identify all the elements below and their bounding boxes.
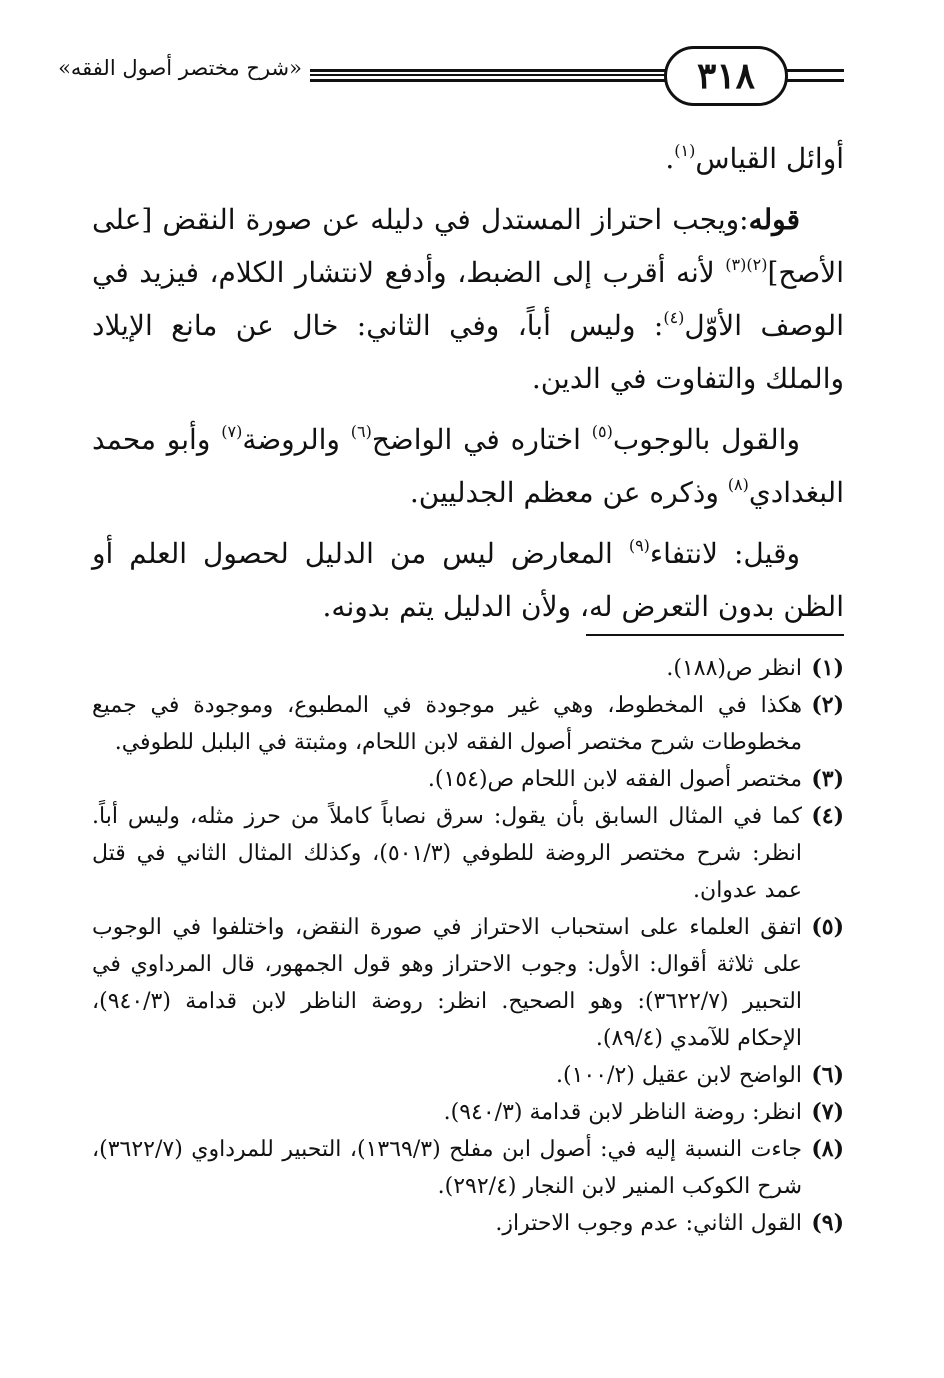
footnote-number: (٤) (811, 803, 844, 829)
footnote-number: (٩) (811, 1210, 844, 1236)
paragraph-text: أوائل القياس (695, 142, 844, 175)
footnote (92, 761, 844, 798)
header-rule-left (310, 69, 670, 82)
footnote-separator (586, 634, 844, 636)
footnote-number: (٢) (811, 692, 844, 718)
footnote-text: هكذا في المخطوط، وهي غير موجودة في المطبوع، وموجودة في جميع مخطوطات شرح مختصر أصول الفقه لابن اللحام، ومثبتة في البلبل للطوفي. (92, 693, 802, 755)
footnote-text: كما في المثال السابق بأن يقول: سرق نصاباً كاملاً من حرز مثله، وليس أباً. انظر: شرح مختصر الروضة للطوفي (٥٠١/٣)، وكذلك المثال الثاني في قتل عمد عدوان. (92, 804, 802, 903)
footnote (92, 650, 844, 687)
paragraph-text: لأنه أقرب إلى الضبط، وأدفع لانتشار الكلام، فيزيد في الوصف الأوّل (92, 256, 844, 342)
paragraph-text: والقول بالوجوب (612, 423, 800, 456)
footnote-number: (١) (811, 655, 844, 681)
footnote-text: القول الثاني: عدم وجوب الاحتراز. (495, 1211, 802, 1236)
footnote-ref: (٩) (628, 536, 650, 555)
footnote-number: (٦) (811, 1062, 844, 1088)
main-text (92, 132, 844, 641)
footnote-number: (٨) (811, 1136, 844, 1162)
paragraph-text: وقيل: لانتفاء (649, 537, 800, 570)
footnote (92, 1205, 844, 1242)
paragraph-text: وأبو محمد البغدادي (92, 423, 844, 509)
footnote-text: الواضح لابن عقيل (١٠٠/٢). (556, 1063, 802, 1088)
paragraph-3 (92, 527, 844, 633)
footnote-ref: (٦) (350, 422, 372, 441)
footnote (92, 1057, 844, 1094)
footnote-ref: (٥) (591, 422, 613, 441)
footnote (92, 798, 844, 909)
footnote-text: انظر ص(١٨٨). (666, 656, 802, 681)
footnote-number: (٧) (811, 1099, 844, 1125)
footnote-ref: (٧) (221, 422, 243, 441)
footnote (92, 1131, 844, 1205)
footnote-text: مختصر أصول الفقه لابن اللحام ص(١٥٤). (427, 767, 802, 792)
header-rule-right (780, 69, 844, 82)
paragraph-text: اختاره في الواضح (371, 423, 592, 456)
paragraph-text: : وليس أباً، وفي الثاني: خال عن مانع الإيلاد والملك والتفاوت في الدين. (92, 309, 844, 395)
page-number: ٣١٨ (664, 46, 788, 106)
paragraph-text: والروضة (242, 423, 351, 456)
footnote-text: جاءت النسبة إليه في: أصول ابن مفلح (١٣٦٩/٣)، التحبير للمرداوي (٣٦٢٢/٧)، شرح الكوكب المنير لابن النجار (٢٩٢/٤). (92, 1137, 802, 1199)
footnote-ref: (٨) (727, 475, 749, 494)
paragraph-text: :ويجب احتراز المستدل في دليله عن صورة النقض [على الأصح] (92, 203, 844, 289)
paragraph-text: وذكره عن معظم الجدليين. (409, 476, 728, 509)
paragraph-text: المعارض ليس من الدليل لحصول العلم أو الظن بدون التعرض له، ولأن الدليل يتم بدونه. (92, 537, 844, 623)
footnote (92, 1094, 844, 1131)
footnote (92, 687, 844, 761)
footnote-text: اتفق العلماء على استحباب الاحتراز في صورة النقض، واختلفوا في الوجوب على ثلاثة أقوال: الأول: وجوب الاحتراز وهو قول الجمهور، قال المرداوي في التحبير (٣٦٢٢/٧): وهو الصحيح. انظر: روضة الناظر لابن قدامة (٩٤٠/٣)، الإحكام للآمدي (٨٩/٤). (92, 915, 802, 1051)
footnote-ref: (١) (674, 141, 696, 160)
lead-word: قوله (748, 203, 800, 236)
footnote-text: انظر: روضة الناظر لابن قدامة (٩٤٠/٣). (443, 1100, 802, 1125)
footnote-number: (٣) (811, 766, 844, 792)
footnote (92, 909, 844, 1057)
paragraph-text: . (665, 142, 675, 175)
running-title: «شرح مختصر أصول الفقه» (58, 56, 302, 80)
footnotes (92, 650, 844, 1242)
page-header (0, 0, 944, 130)
paragraph-0 (92, 132, 844, 185)
footnote-ref: (٤) (663, 308, 685, 327)
footnote-number: (٥) (811, 914, 844, 940)
paragraph-1 (92, 193, 844, 405)
footnote-ref: (٢)(٣) (725, 255, 768, 274)
paragraph-2 (92, 413, 844, 519)
